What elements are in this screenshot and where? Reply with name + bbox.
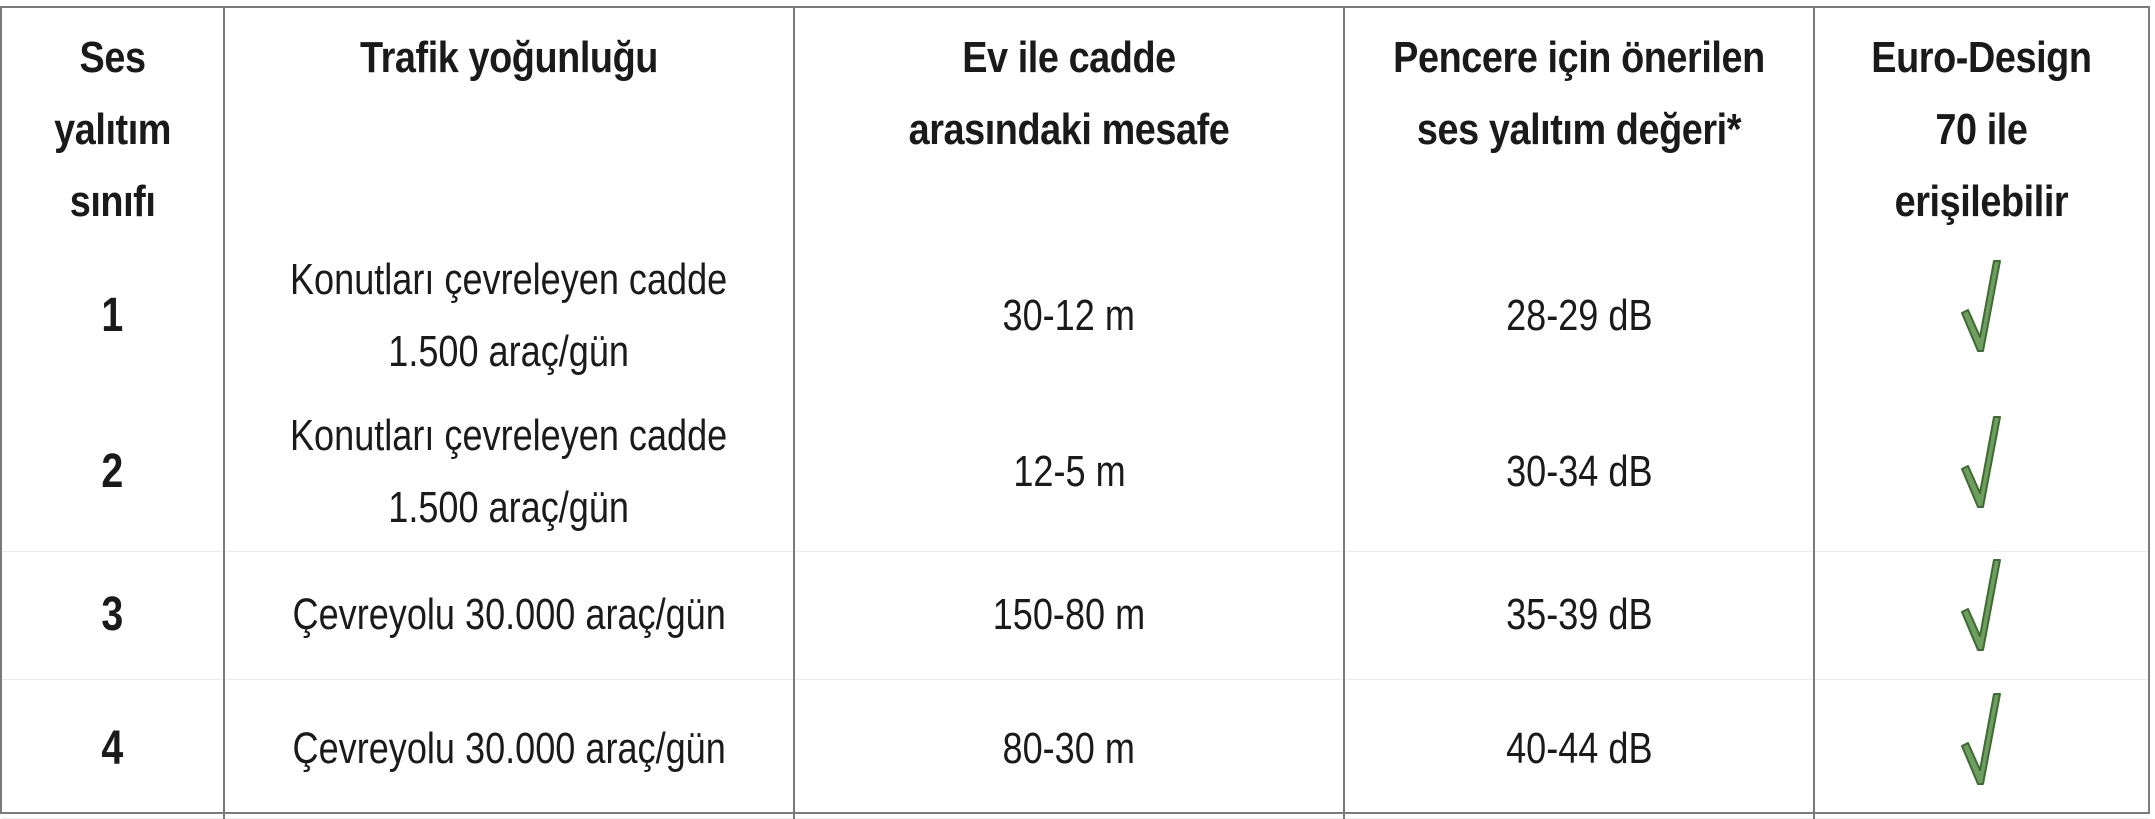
row-distance-cell: 12-5 m [794,393,1344,551]
noise-insulation-table [0,6,2150,814]
row-insulation-cell: 28-29 dB [1344,238,1814,393]
row-traffic-cell: Konutları çevreleyen cadde 1.500 araç/gün [224,393,794,551]
row-class-cell: 1 [101,288,124,342]
row-distance-cell: 30-12 m [794,238,1344,393]
header-traffic-density: Trafik yoğunluğu [264,8,754,238]
table-row [2,551,2148,679]
row-achievable-cell [1814,551,2148,679]
header-recommended-value: Pencere için önerilen ses yalıtım değeri* [1377,8,1781,238]
header-insulation-class: Ses yalıtım sınıfı [54,33,171,226]
table-row [2,679,2148,818]
row-class-cell: 4 [2,679,224,818]
check-icon [1958,255,2006,355]
row-achievable-cell [1814,393,2148,551]
row-distance-cell: 80-30 m [794,679,1344,818]
row-traffic-cell: Konutları çevreleyen cadde 1.500 araç/gün [224,238,794,393]
table-header-row [2,8,2148,238]
row-insulation-cell: 40-44 dB [1344,679,1814,818]
header-distance: Ev ile cadde arasındaki mesafe [833,8,1306,238]
row-achievable-cell [1814,679,2148,818]
table-row [2,393,2148,551]
insulation-table-grid [2,8,2148,819]
header-achievable: Euro-Design 70 ile erişilebilir [1837,8,2124,238]
row-traffic-cell: Çevreyolu 30.000 araç/gün [224,679,794,818]
check-icon [1958,411,2006,511]
row-traffic-cell: Çevreyolu 30.000 araç/gün [224,551,794,679]
row-insulation-cell: 30-34 dB [1344,393,1814,551]
row-insulation-cell: 35-39 dB [1344,551,1814,679]
table-row [2,238,2148,393]
check-icon [1958,688,2006,788]
row-distance-cell: 150-80 m [794,551,1344,679]
row-class-cell: 3 [2,551,224,679]
row-achievable-cell [1814,238,2148,393]
row-class-cell: 2 [2,393,224,551]
check-icon [1958,554,2006,654]
